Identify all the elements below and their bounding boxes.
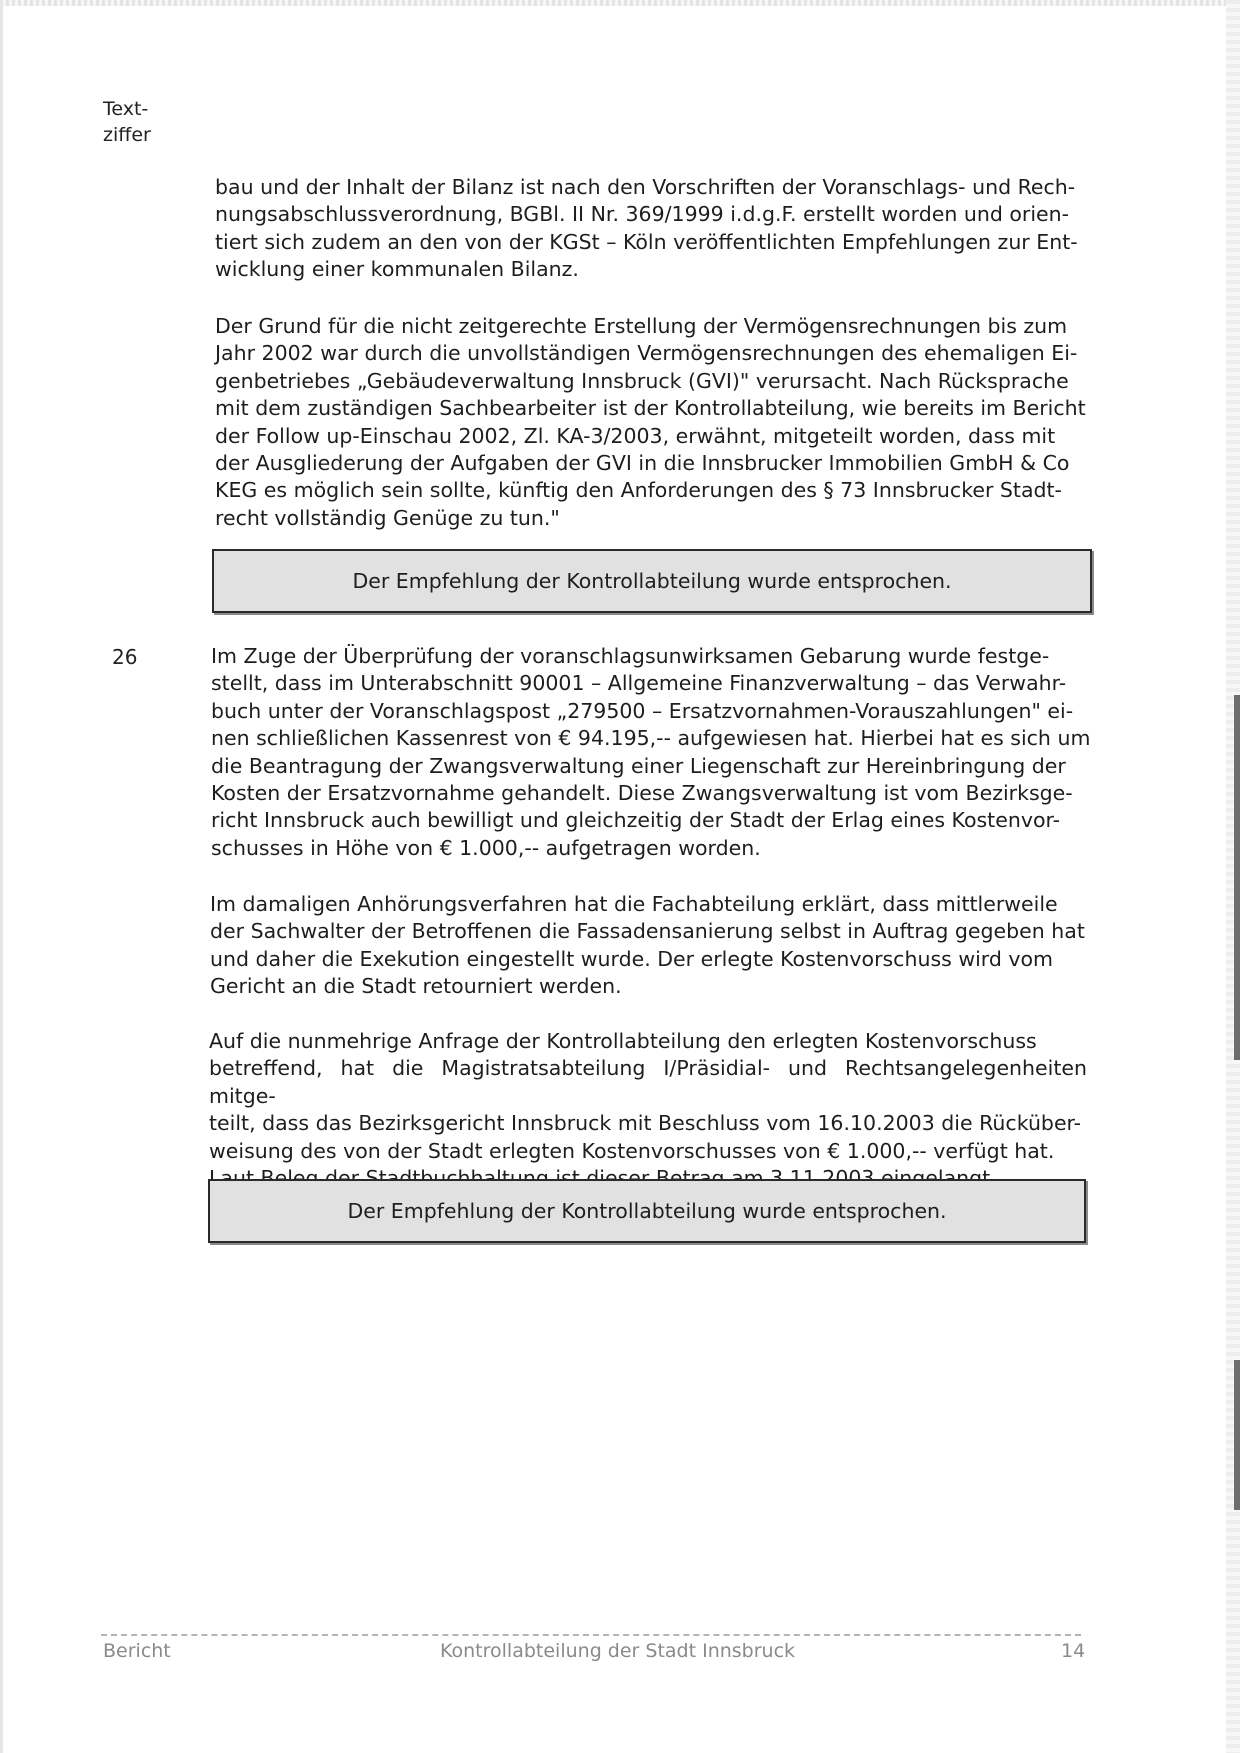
textziffer-number: 26: [112, 645, 138, 669]
text-line: der Sachwalter der Betroffenen die Fassadensanierung selbst in Auftrag gegeben hat: [210, 919, 1085, 944]
text-line: Gericht an die Stadt retourniert werden.: [210, 974, 622, 999]
text-line: die Beantragung der Zwangsverwaltung einer Liegenschaft zur Hereinbringung der: [211, 753, 1066, 778]
paragraph-anfrage: [209, 1028, 1087, 1192]
text-line: weisung des von der Stadt erlegten Kostenvorschusses von € 1.000,-- verfügt hat.: [209, 1138, 1055, 1163]
text-line: Im Zuge der Überprüfung der voranschlagsunwirksamen Gebarung wurde festge-: [211, 644, 1050, 668]
text-line: buch unter der Voranschlagspost „279500 – Ersatzvornahmen-Vorauszahlungen" ei-: [211, 698, 1074, 723]
scan-artifact-bar: [1234, 1360, 1240, 1510]
text-line: und daher die Exekution eingestellt wurde. Der erlegte Kostenvorschuss wird vom: [210, 946, 1054, 971]
text-line: nungsabschlussverordnung, BGBl. II Nr. 369/1999 i.d.g.F. erstellt worden und orien-: [215, 202, 1070, 227]
text-line: richt Innsbruck auch bewilligt und gleichzeitig der Stadt der Erlag eines Kostenvor-: [211, 808, 1061, 833]
text-line: KEG es möglich sein sollte, künftig den Anforderungen des § 73 Innsbrucker Stadt-: [215, 478, 1062, 503]
scan-edge-top: [0, 0, 1240, 6]
paragraph-grund: [215, 313, 1095, 532]
margin-label: [103, 96, 151, 148]
text-line: Kosten der Ersatzvornahme gehandelt. Diese Zwangsverwaltung ist vom Bezirksge-: [211, 781, 1073, 806]
footer-report-label: Bericht: [103, 1640, 171, 1662]
text-line: Im damaligen Anhörungsverfahren hat die Fachabteilung erklärt, dass mittlerweile: [210, 892, 1058, 916]
text-line: betreffend, hat die Magistratsabteilung I/Präsidial- und Rechtsangelegenheiten mitge-: [209, 1056, 1087, 1108]
scan-edge-left: [0, 0, 3, 1753]
margin-label-line: Text-: [103, 98, 149, 120]
text-line: Auf die nunmehrige Anfrage der Kontrollabteilung den erlegten Kostenvorschuss: [209, 1029, 1037, 1053]
text-line: Der Grund für die nicht zeitgerechte Erstellung der Vermögensrechnungen bis zum: [215, 314, 1068, 338]
footer-divider: [101, 1634, 1081, 1636]
text-line: Jahr 2002 war durch die unvollständigen Vermögensrechnungen des ehemaligen Ei-: [215, 341, 1078, 366]
paragraph-ueberpruefung: [211, 643, 1091, 862]
scan-artifact-bar: [1234, 695, 1240, 1060]
margin-label-line: ziffer: [103, 124, 151, 146]
text-line: nen schließlichen Kassenrest von € 94.195,-- aufgewiesen hat. Hierbei hat es sich um: [211, 726, 1091, 751]
text-line: genbetriebes „Gebäudeverwaltung Innsbruck (GVI)" verursacht. Nach Rücksprache: [215, 368, 1069, 393]
paragraph-anhoerungsverfahren: [210, 891, 1088, 1001]
page-number: 14: [1061, 1640, 1086, 1662]
text-line: schusses in Höhe von € 1.000,-- aufgetragen worden.: [211, 835, 761, 860]
text-line: der Follow up-Einschau 2002, Zl. KA-3/2003, erwähnt, mitgeteilt worden, dass mit: [215, 423, 1056, 448]
text-line: der Ausgliederung der Aufgaben der GVI in die Innsbrucker Immobilien GmbH & Co: [215, 451, 1070, 476]
text-line: teilt, dass das Bezirksgericht Innsbruck mit Beschluss vom 16.10.2003 die Rücküber-: [209, 1111, 1082, 1136]
text-line: tiert sich zudem an den von der KGSt – Köln veröffentlichten Empfehlungen zur Ent-: [215, 229, 1078, 254]
recommendation-notice-box: [212, 549, 1092, 613]
recommendation-notice-text: Der Empfehlung der Kontrollabteilung wurde entsprochen.: [347, 1199, 947, 1223]
text-line: wicklung einer kommunalen Bilanz.: [215, 257, 579, 282]
paragraph-bilanz-continuation: [215, 174, 1095, 284]
text-line: stellt, dass im Unterabschnitt 90001 – Allgemeine Finanzverwaltung – das Verwahr-: [211, 671, 1067, 696]
text-line: recht vollständig Genüge zu tun.": [215, 505, 560, 530]
footer-department: Kontrollabteilung der Stadt Innsbruck: [440, 1640, 796, 1662]
text-line: bau und der Inhalt der Bilanz ist nach den Vorschriften der Voranschlags- und Rech-: [215, 175, 1076, 199]
recommendation-notice-text: Der Empfehlung der Kontrollabteilung wurde entsprochen.: [352, 569, 952, 593]
text-line: mit dem zuständigen Sachbearbeiter ist der Kontrollabteilung, wie bereits im Bericht: [215, 396, 1086, 421]
recommendation-notice-box: [208, 1179, 1086, 1243]
